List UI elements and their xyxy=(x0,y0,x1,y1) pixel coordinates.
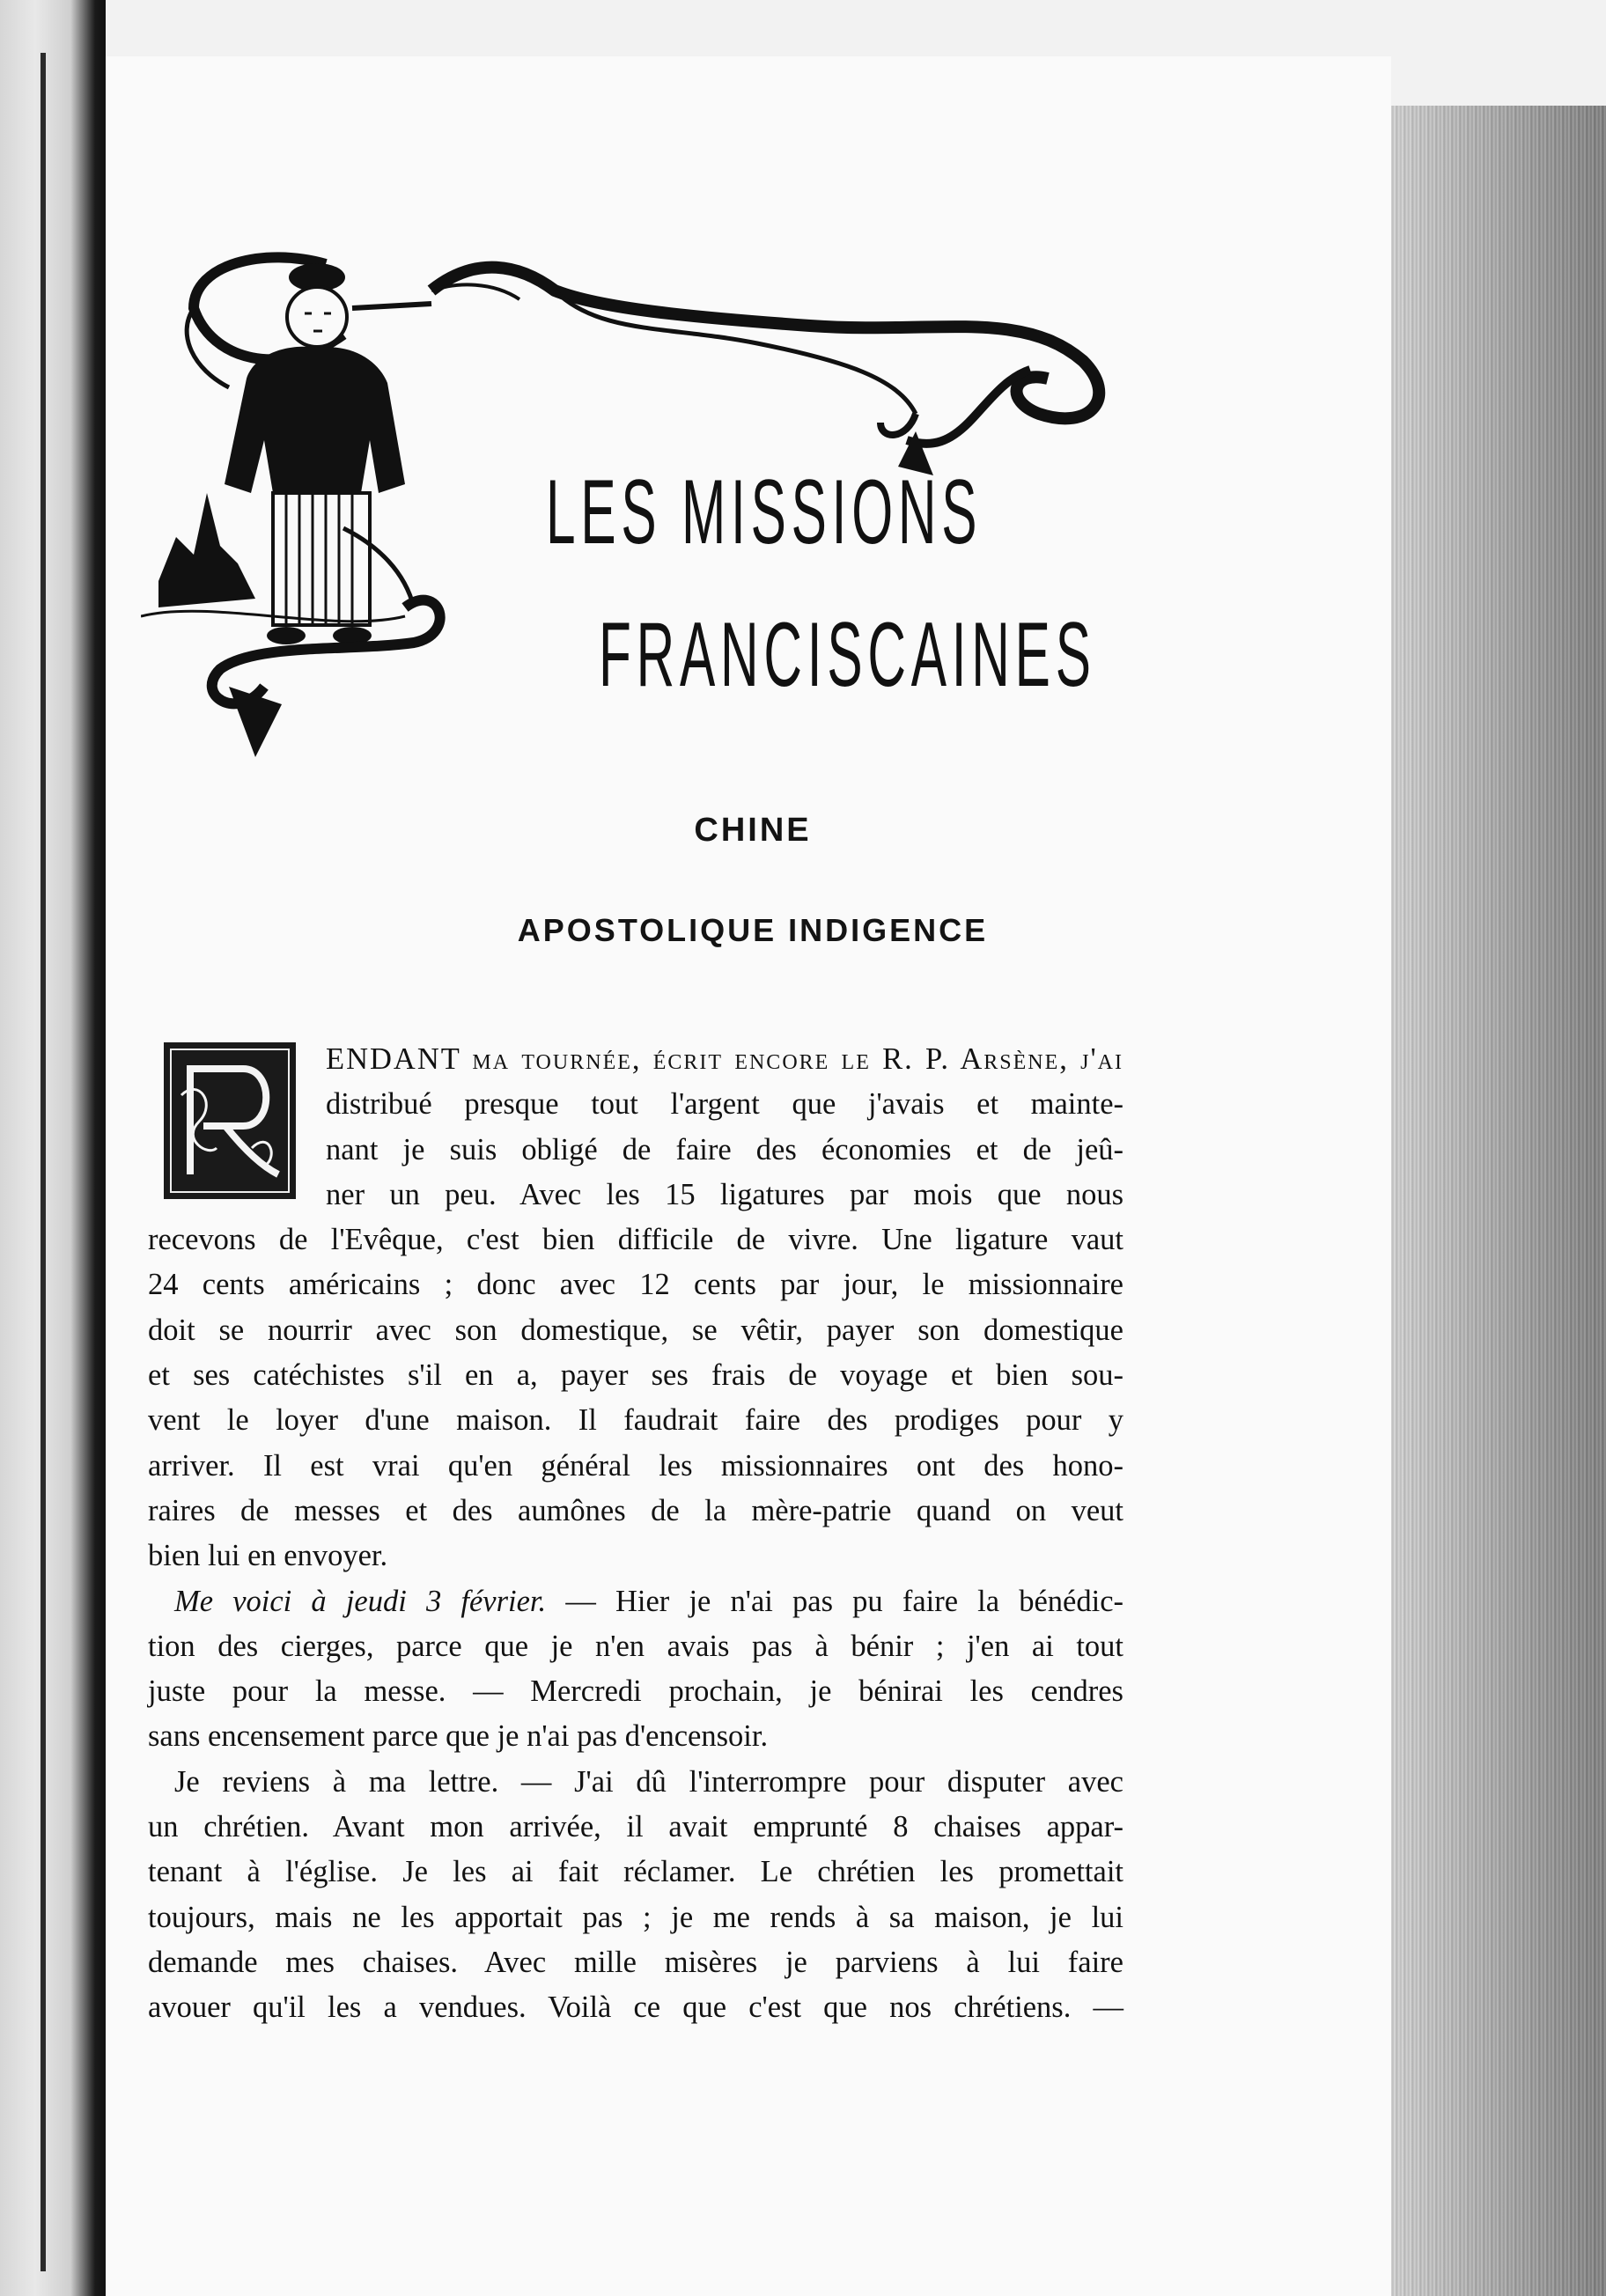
text-line: ner un peu. Avec les 15 ligatures par mois que nous xyxy=(326,1177,1123,1211)
text-line: 24 cents américains ; donc avec 12 cents par jour, le missionnaire xyxy=(148,1268,1123,1302)
text-line: sans encensement parce que je n'ai pas d'encensoir. xyxy=(148,1719,769,1754)
text-line: recevons de l'Evêque, c'est bien difficile de vivre. Une ligature vaut xyxy=(148,1223,1123,1257)
text-line: tion des cierges, parce que je n'en avais pas à bénir ; j'en ai tout xyxy=(148,1629,1123,1663)
section-heading: APOSTOLIQUE INDIGENCE xyxy=(517,912,989,948)
text-line: nant je suis obligé de faire des économies et de jeû- xyxy=(326,1132,1123,1166)
body-text xyxy=(148,1037,1123,2031)
title-line-2: FRANCISCAINES xyxy=(599,604,1096,706)
text-line: un chrétien. Avant mon arrivée, il avait emprunté 8 chaises appar- xyxy=(148,1810,1123,1844)
text-line: raires de messes et des aumônes de la mère-patrie quand on veut xyxy=(148,1493,1123,1527)
page-edges xyxy=(1391,106,1606,2296)
facing-page-edge xyxy=(0,0,106,2296)
text-line: juste pour la messe. — Mercredi prochain, je bénirai les cendres xyxy=(148,1674,1123,1709)
text-line: vent le loyer d'une maison. Il faudrait faire des prodiges pour y xyxy=(148,1403,1123,1438)
text-line: tenant à l'église. Je les ai fait réclamer. Le chrétien les promettait xyxy=(148,1855,1123,1889)
text-line: Me voici à jeudi 3 février. — Hier je n'ai pas pu faire la bénédic- xyxy=(174,1584,1124,1618)
text-line: distribué presque tout l'argent que j'avais et mainte- xyxy=(326,1087,1123,1122)
text-line: doit se nourrir avec son domestique, se vêtir, payer son domestique xyxy=(148,1313,1123,1347)
subtitle: CHINE xyxy=(694,812,812,849)
text-line: demande mes chaises. Avec mille misères je parviens à lui faire xyxy=(148,1945,1123,1979)
text-line: ENDANT ma tournée, écrit encore le R. P. Arsène, j'ai xyxy=(326,1042,1123,1076)
text-line: Je reviens à ma lettre. — J'ai dû l'interrompre pour disputer avec xyxy=(174,1764,1123,1799)
title-line-1: LES MISSIONS xyxy=(546,461,983,563)
book-gutter xyxy=(41,53,46,2271)
text-line: et ses catéchistes s'il en a, payer ses frais de voyage et bien sou- xyxy=(148,1358,1123,1393)
text-line: avouer qu'il les a vendues. Voilà ce que c'est que nos chrétiens. — xyxy=(148,1991,1123,2025)
text-line: bien lui en envoyer. xyxy=(148,1539,388,1573)
drop-cap-letter: P xyxy=(227,1137,232,1147)
italic-date: Me voici à jeudi 3 février. xyxy=(174,1584,547,1618)
text-line: toujours, mais ne les apportait pas ; je me rends à sa maison, je lui xyxy=(148,1900,1123,1934)
text-line: arriver. Il est vrai qu'en général les missionnaires ont des hono- xyxy=(148,1448,1123,1483)
